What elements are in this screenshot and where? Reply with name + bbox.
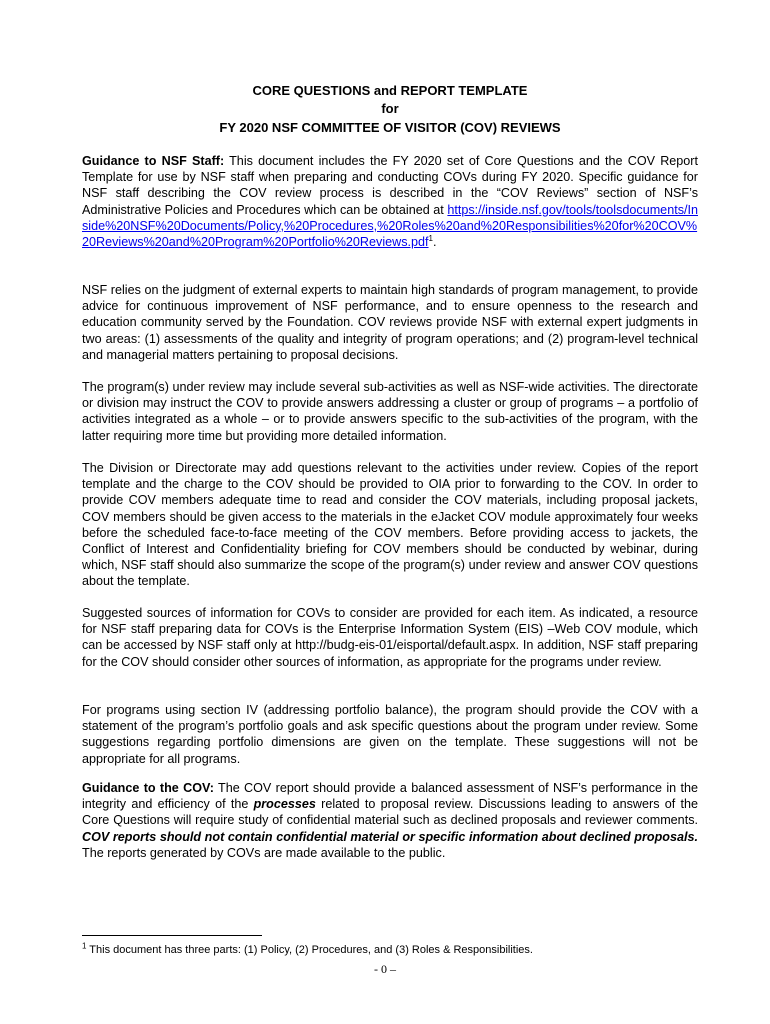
footnote-divider [82, 935, 262, 936]
guidance-to-cov-text-3: The reports generated by COVs are made available to the public. [82, 845, 446, 860]
guidance-to-cov-paragraph [82, 780, 698, 861]
footnote-text: This document has three parts: (1) Policy, (2) Procedures, and (3) Roles & Responsibilities. [86, 944, 533, 956]
document-title-line-2: for [381, 101, 399, 116]
guidance-to-cov-text-1: The COV report should provide a balanced assessment of NSF’s performance in the integrity and efficiency of the [82, 781, 698, 812]
division-directorate-paragraph: The Division or Directorate may add questions relevant to the activities under review. Copies of the report template and the charge to the COV should be provided to OIA prior to forwarding to the COV. In order to provide COV members adequate time to read and consider the COV materials, including proposal jackets, COV members should be given access to the materials in the eJacket COV module approximately four weeks before the scheduled face-to-face meeting of the COV members. Before providing access to jackets, the Conflict of Interest and Confidentiality briefing for COV members should be conducted by webinar, during which, NSF staff should also summarize the scope of the program(s) under review and answer COV questions about the template. [82, 461, 698, 589]
footnote-number: 1 [82, 941, 87, 951]
confidentiality-warning: COV reports should not contain confidential material or specific information about declined proposals. [82, 829, 698, 844]
page-number: - 0 – [374, 962, 396, 976]
footnote [82, 943, 533, 957]
guidance-to-staff-paragraph [82, 153, 698, 250]
document-title-line-1: CORE QUESTIONS and REPORT TEMPLATE [252, 83, 528, 98]
document-title-line-3: FY 2020 NSF COMMITTEE OF VISITOR (COV) REVIEWS [219, 120, 561, 135]
policy-document-link[interactable]: https://inside.nsf.gov/tools/toolsdocuments/Inside%20NSF%20Documents/Policy,%20Procedures,%20Roles%20and%20Responsibilities%20for%20COV%20Reviews%20and%20Program%20Portfolio%20Reviews.pdf [82, 202, 698, 250]
guidance-to-staff-text: This document includes the FY 2020 set of Core Questions and the COV Report Template for use by NSF staff when preparing and conducting COVs during FY 2020. Specific guidance for NSF staff describing the COV review process is described in the “COV Reviews” section of NSF’s Administrative Policies and Procedures which can be obtained at [82, 154, 698, 217]
external-experts-paragraph: NSF relies on the judgment of external experts to maintain high standards of program management, to provide advice for continuous improvement of NSF performance, and to ensure openness to the research and education community served by the Foundation. COV reviews provide NSF with external expert judgments in two areas: (1) assessments of the quality and integrity of program operations; and (2) program-level technical and managerial matters pertaining to proposal decisions. [82, 283, 698, 362]
portfolio-balance-paragraph: For programs using section IV (addressing portfolio balance), the program should provide the COV with a statement of the program’s portfolio goals and ask specific questions about the program under review. Some suggestions regarding portfolio dimensions are given on the template. These suggestions will not be appropriate for all programs. [82, 703, 698, 766]
guidance-to-cov-text-2: related to proposal review. Discussions leading to answers of the Core Questions will require study of confidential material such as declined proposals and reviewer comments. [82, 797, 698, 828]
guidance-to-cov-heading: Guidance to the COV: [82, 781, 214, 795]
programs-under-review-paragraph: The program(s) under review may include several sub-activities as well as NSF-wide activities. The directorate or division may instruct the COV to provide answers addressing a cluster or group of programs – a portfolio of activities integrated as a whole – or to provide answers specific to the sub-activities of the program, with the latter requiring more time but providing more detailed information. [82, 380, 698, 443]
information-sources-paragraph: Suggested sources of information for COVs to consider are provided for each item. As indicated, a resource for NSF staff preparing data for COVs is the Enterprise Information System (EIS) –Web COV module, which can be accessed by NSF staff only at http://budg-eis-01/eisportal/default.aspx. In addition, NSF staff preparing for the COV should consider other sources of information, as appropriate for the programs under review. [82, 606, 698, 669]
guidance-to-staff-end: . [432, 235, 437, 250]
footnote-reference[interactable]: 1 [428, 233, 433, 243]
processes-emphasis: processes [253, 797, 316, 812]
guidance-to-staff-heading: Guidance to NSF Staff: [82, 154, 225, 168]
